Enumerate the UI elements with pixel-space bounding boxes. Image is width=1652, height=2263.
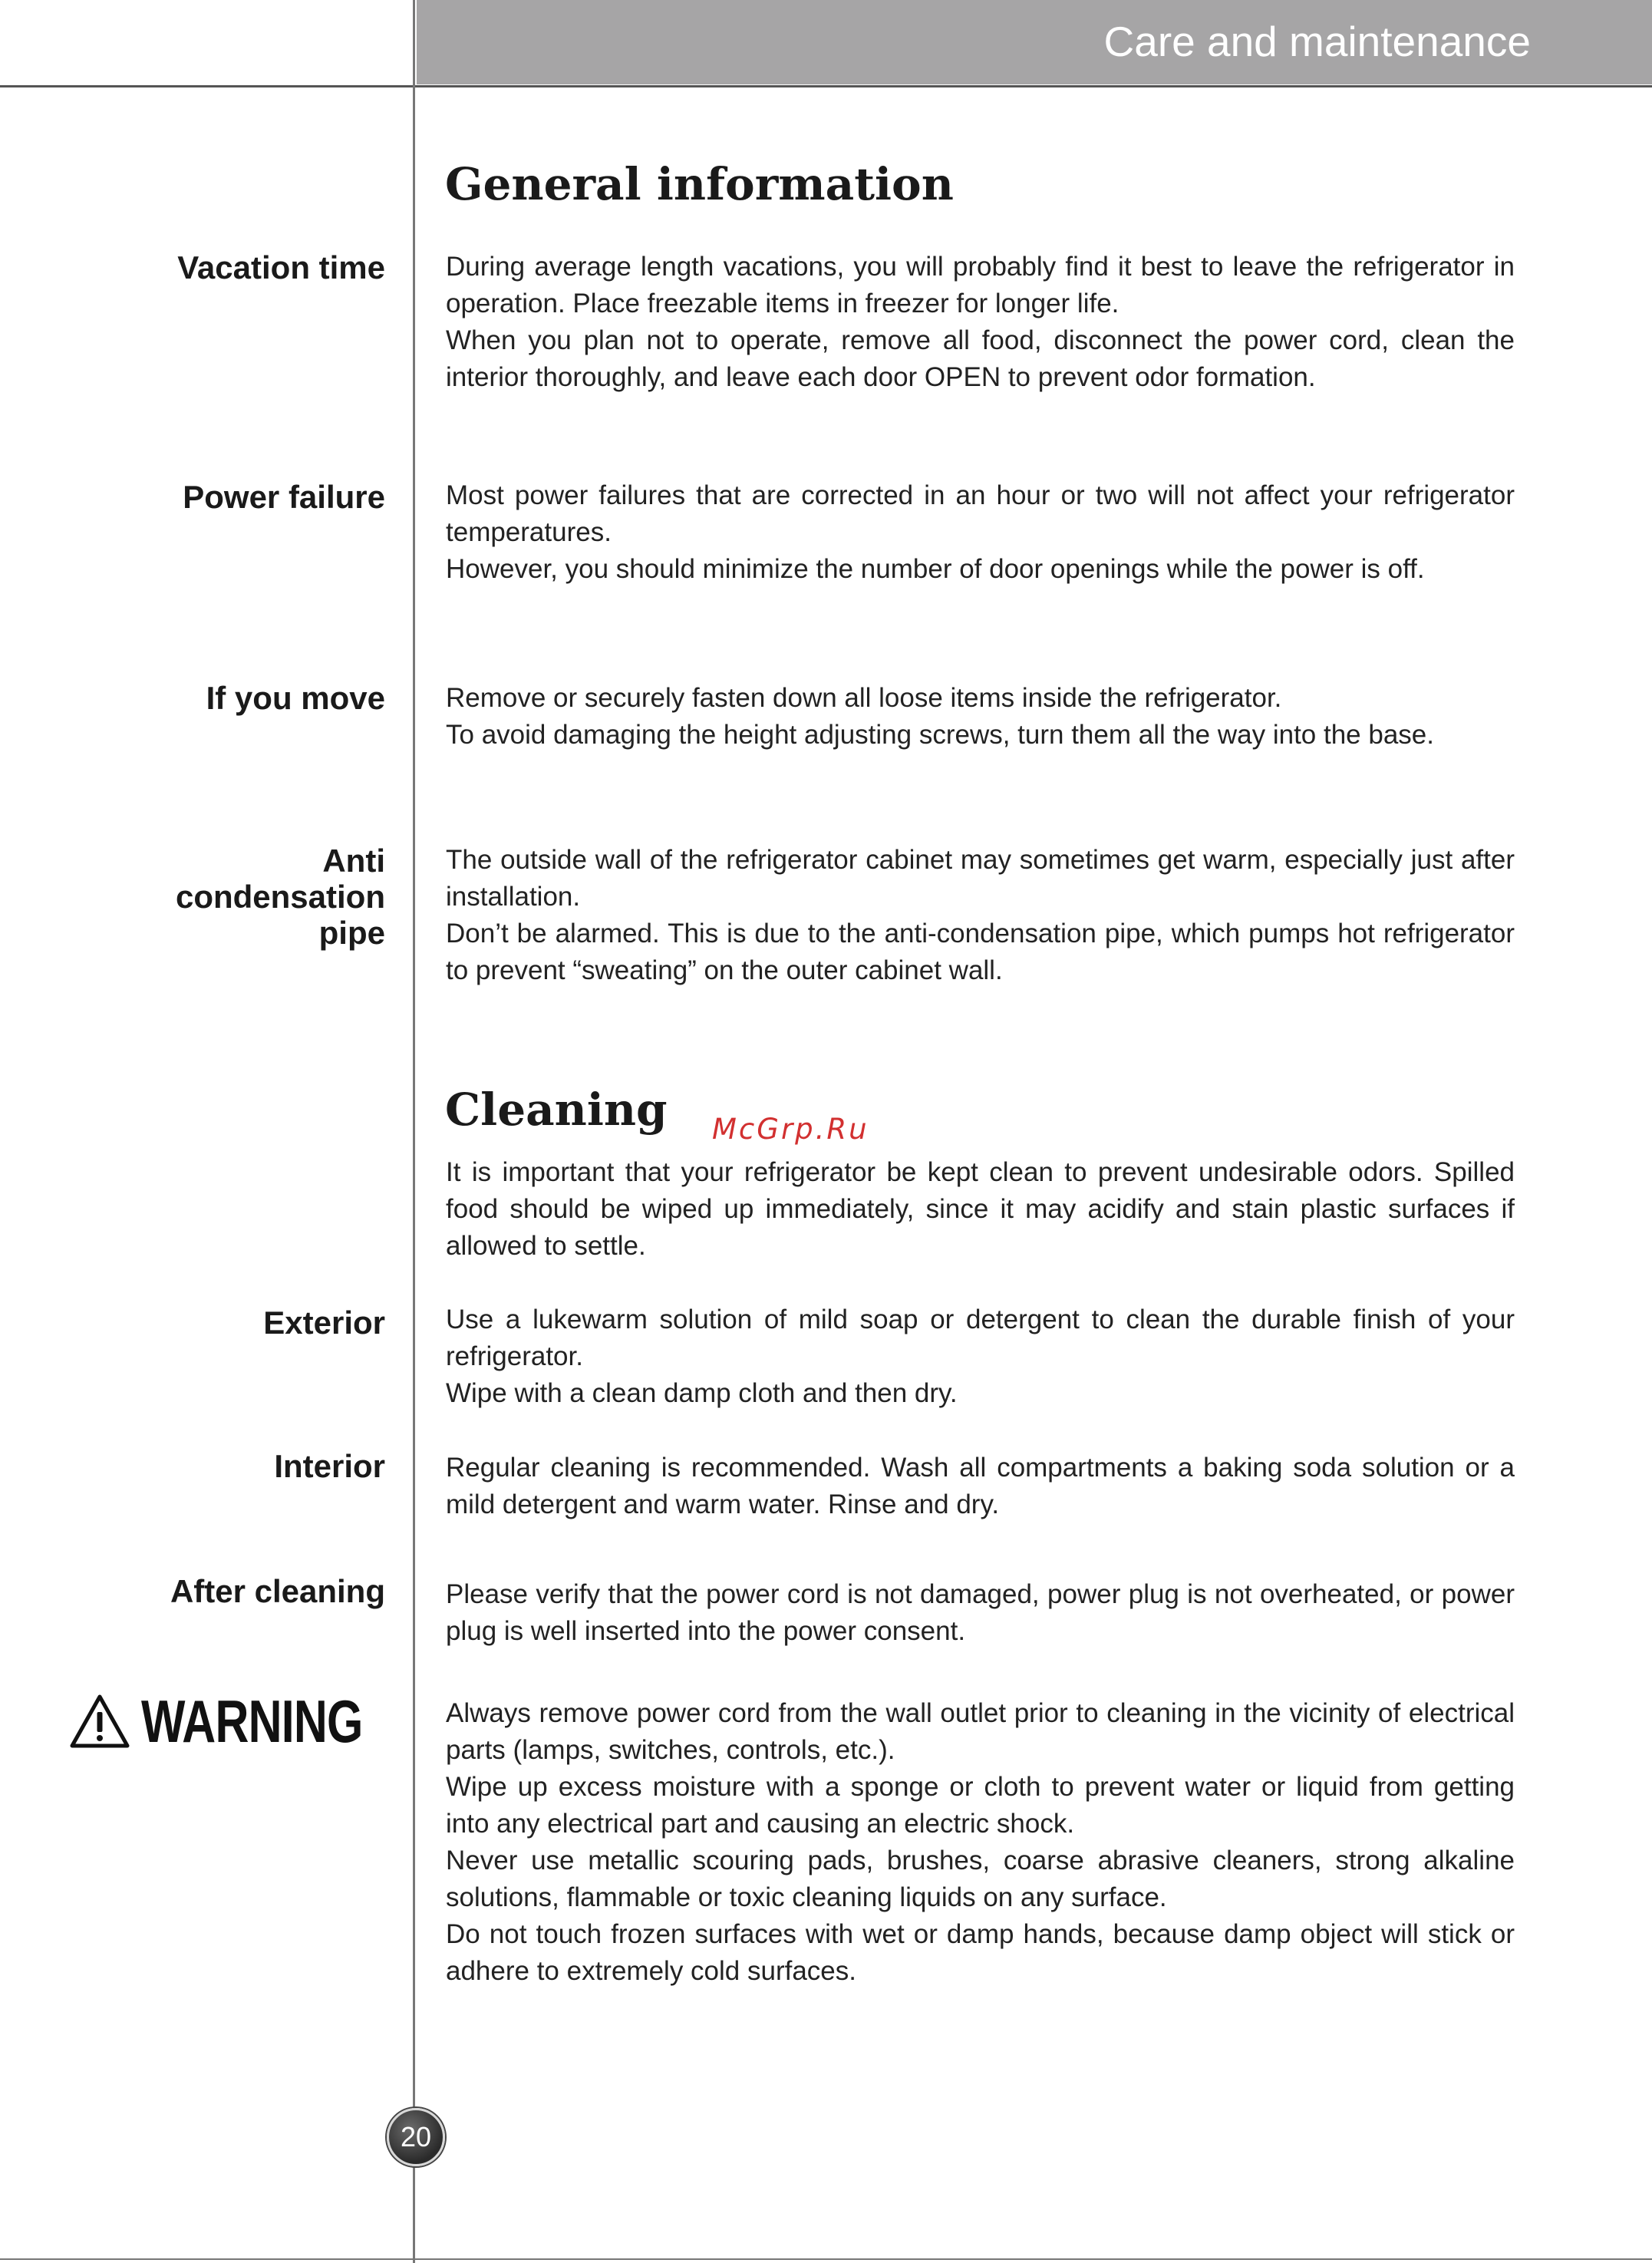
exterior-paragraph-2: Wipe with a clean damp cloth and then dry.	[446, 1378, 958, 1408]
if-you-move-paragraph-1: Remove or securely fasten down all loose items inside the refrigerator.	[446, 683, 1282, 713]
anti-condensation-label-line-2: condensation	[175, 879, 385, 915]
column-divider	[413, 0, 415, 2263]
vacation-time-paragraph-1: During average length vacations, you will probably find it best to leave the refrigerator in operation. Place freezable items in freezer for longer life.	[446, 252, 1515, 318]
header-band	[417, 0, 1652, 84]
if-you-move-paragraph-2: To avoid damaging the height adjusting screws, turn them all the way into the base.	[446, 720, 1434, 750]
anti-condensation-label-line-1: Anti	[322, 843, 385, 879]
watermark: McGrp.Ru	[712, 1113, 869, 1146]
after-cleaning-paragraph-1: Please verify that the power cord is not damaged, power plug is not overheated, or power plug is well inserted into the power consent.	[446, 1579, 1515, 1646]
power-failure-paragraph-2: However, you should minimize the number of door openings while the power is off.	[446, 554, 1425, 584]
page-number: 20	[387, 2108, 445, 2166]
warning-paragraph-1: Always remove power cord from the wall outlet prior to cleaning in the vicinity of electrical parts (lamps, switches, controls, etc.).	[446, 1698, 1515, 1765]
warning-paragraph-2: Wipe up excess moisture with a sponge or cloth to prevent water or liquid from getting into any electrical part and causing an electric shock.	[446, 1772, 1515, 1839]
anti-condensation-paragraph-1: The outside wall of the refrigerator cabinet may sometimes get warm, especially just after installation.	[446, 845, 1515, 912]
cleaning-heading: Cleaning	[445, 1084, 668, 1136]
after-cleaning-label: After cleaning	[170, 1573, 385, 1609]
interior-text	[446, 1450, 1515, 1523]
warning-label	[69, 1687, 425, 1756]
warning-paragraph-3: Never use metallic scouring pads, brushes, coarse abrasive cleaners, strong alkaline solutions, flammable or toxic cleaning liquids on any surface.	[446, 1846, 1515, 1912]
if-you-move-label: If you move	[206, 680, 385, 716]
general-information-heading: General information	[445, 158, 954, 210]
vacation-time-text	[446, 249, 1515, 396]
power-failure-text	[446, 477, 1515, 588]
anti-condensation-label-line-3: pipe	[318, 915, 385, 951]
anti-condensation-paragraph-2: Don’t be alarmed. This is due to the anti-condensation pipe, which pumps hot refrigerator to prevent “sweating” on the outer cabinet wall.	[446, 919, 1515, 985]
power-failure-label: Power failure	[183, 479, 385, 515]
exterior-label: Exterior	[263, 1305, 385, 1341]
warning-triangle-icon	[69, 1694, 130, 1749]
warning-paragraph-4: Do not touch frozen surfaces with wet or damp hands, because damp object will stick or adhere to extremely cold surfaces.	[446, 1919, 1515, 1986]
footer-divider	[0, 2258, 1652, 2260]
vacation-time-label: Vacation time	[177, 249, 385, 285]
if-you-move-text	[446, 680, 1515, 754]
cleaning-intro: It is important that your refrigerator be kept clean to prevent undesirable odors. Spilled food should be wiped up immediately, since it may acidify and stain plastic surfaces if allowed to settle.	[446, 1157, 1515, 1261]
vacation-time-paragraph-2: When you plan not to operate, remove all food, disconnect the power cord, clean the interior thoroughly, and leave each door OPEN to prevent odor formation.	[446, 325, 1515, 392]
page-section-title: Care and maintenance	[1103, 18, 1531, 65]
exterior-paragraph-1: Use a lukewarm solution of mild soap or detergent to clean the durable finish of your refrigerator.	[446, 1305, 1515, 1371]
exterior-text	[446, 1301, 1515, 1412]
anti-condensation-pipe-label	[63, 843, 385, 951]
power-failure-paragraph-1: Most power failures that are corrected in an hour or two will not affect your refrigerator temperatures.	[446, 480, 1515, 547]
interior-paragraph-1: Regular cleaning is recommended. Wash all compartments a baking soda solution or a mild detergent and warm water. Rinse and dry.	[446, 1453, 1515, 1519]
anti-condensation-text	[446, 842, 1515, 989]
header-divider	[0, 85, 1652, 87]
warning-text: WARNING	[141, 1687, 363, 1755]
interior-label: Interior	[274, 1448, 385, 1484]
warning-body	[446, 1695, 1515, 1990]
after-cleaning-text	[446, 1576, 1515, 1650]
